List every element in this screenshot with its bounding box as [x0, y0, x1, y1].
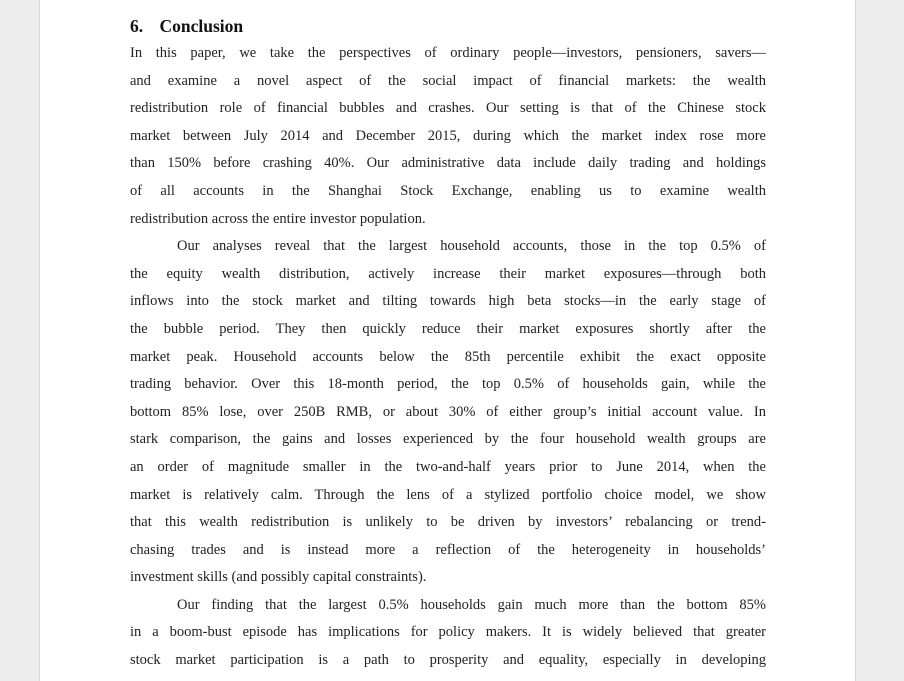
- paragraph: [130, 40, 766, 233]
- text-line: of all accounts in the Shanghai Stock Exchange, enabling us to examine wealth: [130, 182, 766, 199]
- text-line: trading behavior. Over this 18-month period, the top 0.5% of households gain, while the: [130, 376, 766, 393]
- text-line: that this wealth redistribution is unlikely to be driven by investors’ rebalancing or trend-: [130, 514, 766, 531]
- section-title: Conclusion: [159, 16, 244, 36]
- section-heading: [130, 12, 766, 40]
- text-line: market peak. Household accounts below the 85th percentile exhibit the exact opposite: [130, 348, 766, 365]
- text-line: stark comparison, the gains and losses experienced by the four household wealth groups are: [130, 431, 766, 448]
- text-line: chasing trades and is instead more a reflection of the heterogeneity in households’: [130, 541, 766, 558]
- text-line: redistribution across the entire investor population.: [130, 210, 426, 227]
- text-line: bottom 85% lose, over 250B RMB, or about 30% of either group’s initial account value. In: [130, 403, 766, 420]
- text-line: an order of magnitude smaller in the two-and-half years prior to June 2014, when the: [130, 458, 766, 475]
- text-line: than 150% before crashing 40%. Our administrative data include daily trading and holdings: [130, 155, 766, 172]
- text-line: in a boom-bust episode has implications for policy makers. It is widely believed that greater: [130, 624, 766, 641]
- text-line: Our analyses reveal that the largest household accounts, those in the top 0.5% of: [177, 238, 766, 255]
- text-line: stock market participation is a path to prosperity and equality, especially in developing: [130, 652, 766, 669]
- text-line: market between July 2014 and December 2015, during which the market index rose more: [130, 127, 766, 144]
- paragraph: [130, 592, 766, 675]
- text-line: inflows into the stock market and tilting towards high beta stocks—in the early stage of: [130, 293, 766, 310]
- text-line: the equity wealth distribution, actively increase their market exposures—through both: [130, 265, 766, 282]
- section-number: 6.: [130, 16, 144, 36]
- document-page: [39, 0, 856, 681]
- text-line: investment skills (and possibly capital constraints).: [130, 569, 427, 586]
- page-content: [40, 0, 855, 675]
- text-line: market is relatively calm. Through the lens of a stylized portfolio choice model, we show: [130, 486, 766, 503]
- text-line: redistribution role of financial bubbles and crashes. Our setting is that of the Chinese stock: [130, 100, 766, 117]
- paragraph: [130, 233, 766, 592]
- text-line: In this paper, we take the perspectives of ordinary people—investors, pensioners, savers—: [130, 45, 766, 61]
- text-line: and examine a novel aspect of the social impact of financial markets: the wealth: [130, 72, 766, 89]
- text-line: Our finding that the largest 0.5% households gain much more than the bottom 85%: [177, 596, 766, 613]
- text-line: the bubble period. They then quickly reduce their market exposures shortly after the: [130, 320, 766, 337]
